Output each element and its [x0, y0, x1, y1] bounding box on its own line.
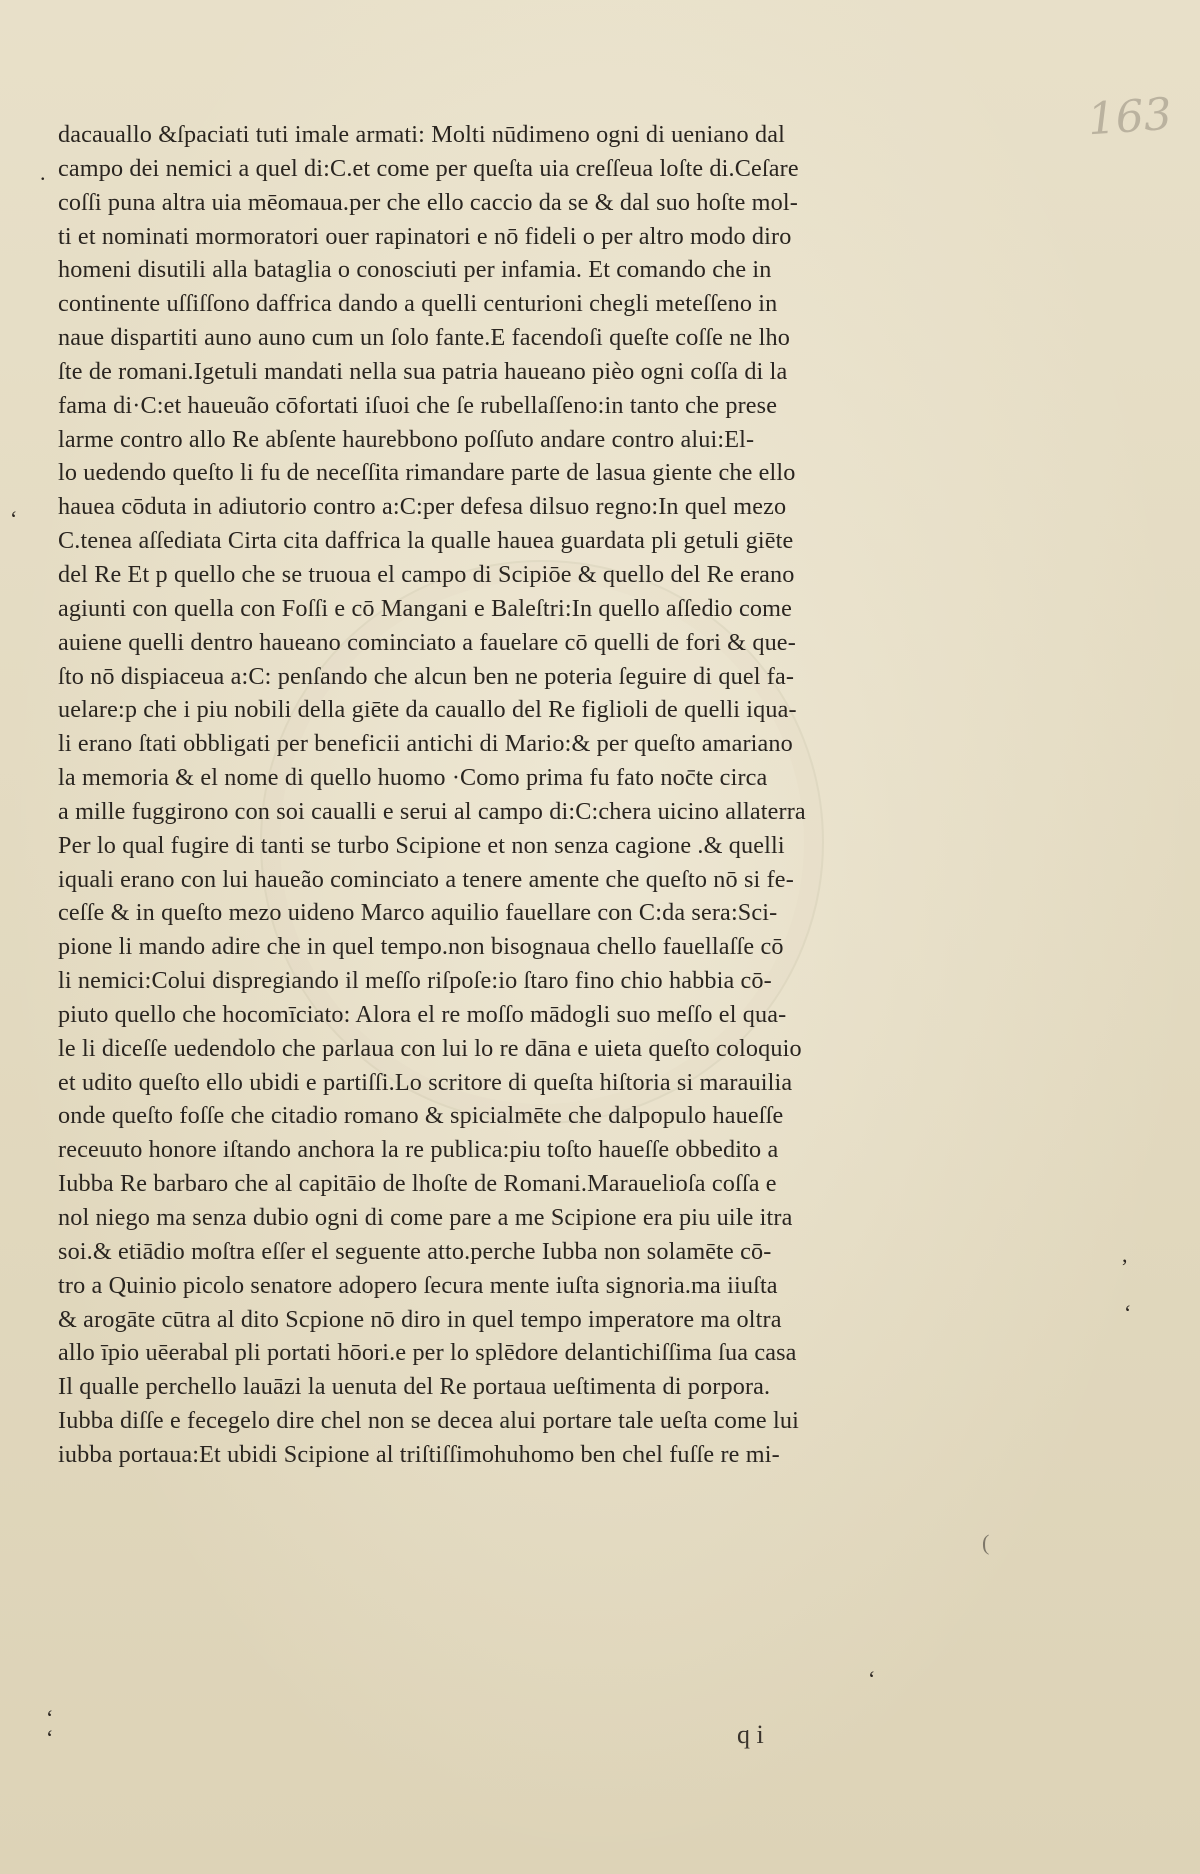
margin-dot: .	[40, 160, 46, 185]
text-line: pione li mando adire che in quel tempo.non bisognaua chello fauellaſſe cō	[58, 933, 784, 961]
text-line: iquali erano con lui haueão cominciato a tenere amente che queſto nō si fe-	[58, 865, 794, 893]
text-line: li nemici:Colui dispregiando il meſſo riſpoſe:io ſtaro fino chio habbia cō-	[58, 967, 772, 995]
text-line: et udito queſto ello ubidi e partiſſi.Lo scritore di queſta hiſtoria si marauilia	[58, 1068, 793, 1096]
text-line: dacauallo &ſpaciati tuti imale armati: Molti nūdimeno ogni di ueniano dal	[58, 121, 785, 148]
text-line: la memoria & el nome di quello huomo ·Como prima fu fato noc̄te circa	[58, 764, 768, 792]
text-line: tro a Quinio picolo senatore adopero ſecura mente iuſta signoria.ma iiuſta	[58, 1271, 778, 1299]
text-line: ſte de romani.Igetuli mandati nella sua patria haueano pièo ogni coſſa di la	[58, 357, 788, 385]
text-line: ti et nominati mormoratori ouer rapinatori e nō fideli o per altro modo diro	[58, 222, 792, 250]
text-line: Il qualle perchello lauāzi la uenuta del Re portaua ueſtimenta di porpora.	[58, 1373, 771, 1401]
margin-tick: ‘	[10, 506, 18, 531]
margin-tick: ‘	[46, 1705, 54, 1730]
folio-number: 163	[1086, 88, 1174, 146]
text-line: le li diceſſe uedendolo che parlaua con lui lo re dāna e uieta queſto coloquio	[58, 1034, 802, 1062]
margin-tick: ‘	[46, 1725, 54, 1750]
text-line: auiene quelli dentro haueano cominciato a fauelare cō quelli de fori & que-	[58, 628, 796, 656]
text-line: & arogāte cūtra al dito Scpione nō diro in quel tempo imperatore ma oltra	[58, 1305, 782, 1333]
text-line: naue dispartiti auno auno cum un ſolo fante.E facendoſi queſte coſſe ne lho	[58, 324, 790, 352]
text-line: nol niego ma senza dubio ogni di come pare a me Scipione era piu uile itra	[58, 1204, 793, 1231]
text-line: Iubba diſſe e fecegelo dire chel non se decea alui portare tale ueſta come lui	[58, 1407, 799, 1435]
text-line: uelare:p che i piu nobili della giēte da cauallo del Re figlioli de quelli iqua-	[58, 696, 797, 724]
text-line: C.tenea aſſediata Cirta cita daffrica la qualle hauea guardata pli getuli giēte	[58, 527, 794, 555]
text-line: Iubba Re barbaro che al capitāio de lhoſte de Romani.Marauelioſa coſſa e	[58, 1170, 777, 1198]
text-line: larme contro allo Re abſente haurebbono poſſuto andare contro alui:El-	[58, 425, 755, 453]
text-line: allo īpio uēerabal pli portati hōori.e per lo splēdore delantichiſſima ſua casa	[58, 1339, 797, 1367]
text-line: ſto nō dispiaceua a:C: penſando che alcun ben ne poteria ſeguire di quel fa-	[58, 662, 795, 690]
text-line: del Re Et p quello che se truoua el campo di Scipiōe & quello del Re erano	[58, 560, 795, 588]
text-line: a mille fuggirono con soi caualli e serui al campo di:C:chera uicino allaterra	[58, 797, 806, 825]
text-line: onde queſto foſſe che citadio romano & spicialmēte che dalpopulo haueſſe	[58, 1102, 784, 1130]
text-line: li erano ſtati obbligati per beneficii antichi di Mario:& per queſto amariano	[58, 730, 793, 758]
text-line: continente uſſiſſono daffrica dando a quelli centurioni chegli meteſſeno in	[58, 290, 778, 318]
text-line: agiunti con quella con Foſſi e cō Mangani e Baleſtri:In quello aſſedio come	[58, 594, 792, 622]
margin-tick: ,	[1122, 1242, 1128, 1267]
text-line: iubba portaua:Et ubidi Scipione al triſtiſſimohuhomo ben chel fuſſe re mi-	[58, 1440, 780, 1468]
text-line: fama di·C:et haueuão cōfortati iſuoi che ſe rubellaſſeno:in tanto che prese	[58, 391, 778, 419]
text-line: coſſi puna altra uia mēomaua.per che ello caccio da se & dal suo hoſte mol-	[58, 188, 798, 216]
text-line: piuto quello che hocomīciato: Alora el re moſſo mādogli suo meſſo el qua-	[58, 1000, 787, 1028]
text-line: soi.& etiādio moſtra eſſer el seguente atto.perche Iubba non solamēte cō-	[58, 1237, 772, 1265]
text-line: campo dei nemici a quel di:C.et come per queſta uia creſſeua loſte di.Ceſare	[58, 154, 799, 182]
text-line: Per lo qual fugire di tanti se turbo Scipione et non senza cagione .& quelli	[58, 831, 785, 859]
printed-text-block	[58, 118, 908, 1472]
text-line: receuuto honore iſtando anchora la re publica:piu toſto haueſſe obbedito a	[58, 1136, 779, 1164]
text-line: homeni disutili alla bataglia o conosciuti per infamia. Et comando che in	[58, 256, 772, 284]
margin-tick: ‘	[1124, 1300, 1132, 1325]
text-line: hauea cōduta in adiutorio contro a:C:per defesa dilsuo regno:In quel mezo	[58, 493, 787, 521]
margin-curl: (	[982, 1530, 990, 1555]
text-line: lo uedendo queſto li fu de neceſſita rimandare parte de lasua giente che ello	[58, 459, 796, 487]
page-signature: q i	[737, 1720, 764, 1749]
margin-tick: ‘	[868, 1666, 876, 1691]
text-line: ceſſe & in queſto mezo uideno Marco aquilio fauellare con C:da sera:Sci-	[58, 899, 778, 927]
